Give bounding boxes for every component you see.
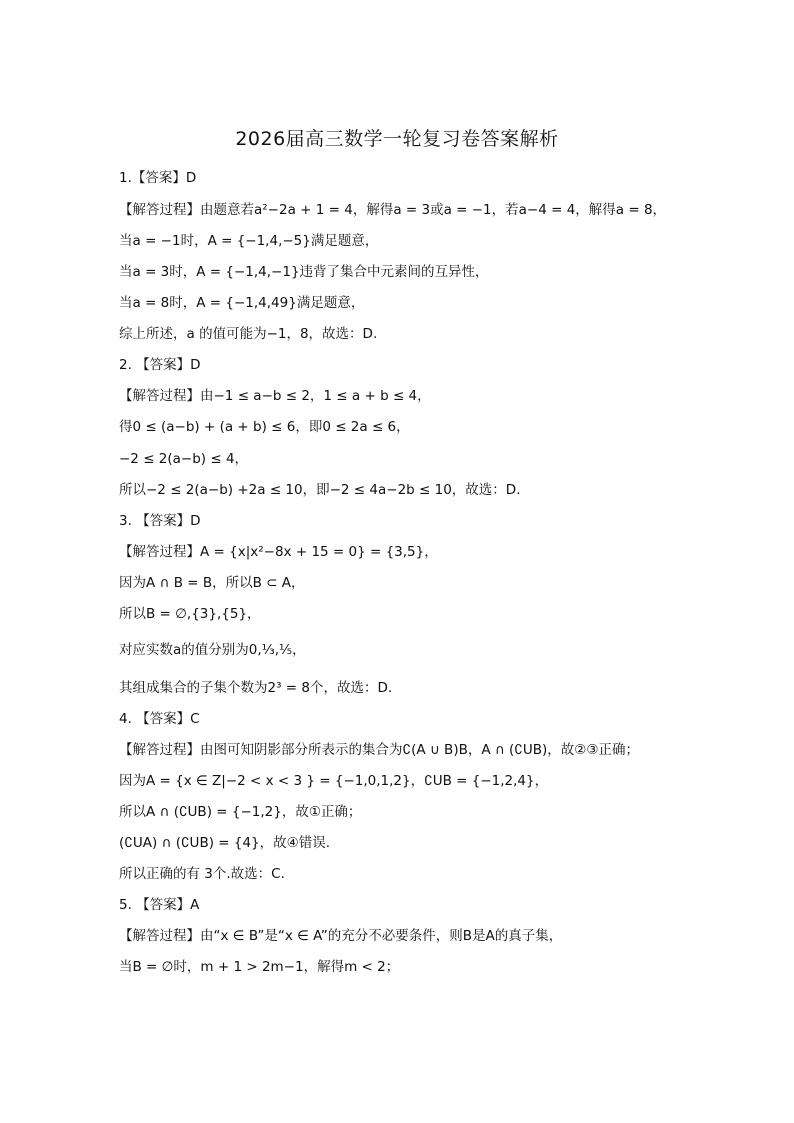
solution-line: 所以正确的有 3个.故选：C.	[119, 866, 285, 882]
solution-line: 【解答过程】由“x ∈ B”是“x ∈ A”的充分不必要条件，则B是A的真子集，	[119, 928, 563, 944]
solution-line: 当a = −1时，A = {−1,4,−5}满足题意，	[119, 233, 379, 249]
solution-line: 当a = 3时，A = {−1,4,−1}违背了集合中元素间的互异性，	[119, 264, 489, 280]
document-title: 2026届高三数学一轮复习卷答案解析	[235, 128, 559, 150]
solution-line: (∁UA) ∩ (∁UB) = {4}，故④错误.	[119, 835, 331, 851]
answer-heading-4: 4. 【答案】C	[119, 711, 200, 727]
solution-line: 【解答过程】由图可知阴影部分所表示的集合为∁(A ∪ B)B，A ∩ (∁UB)，故②③正确；	[119, 742, 640, 758]
answer-heading-1: 1.【答案】D	[119, 170, 197, 186]
solution-line: 当a = 8时，A = {−1,4,49}满足题意，	[119, 295, 365, 311]
solution-line: 所以A ∩ (∁UB) = {−1,2}，故①正确；	[119, 804, 362, 820]
solution-line: 【解答过程】A = {x|x²−8x + 15 = 0} = {3,5}，	[119, 544, 438, 560]
solution-line: 因为A = {x ∈ Z|−2 < x < 3 } = {−1,0,1,2}，∁UB = {−1,2,4}，	[119, 773, 549, 789]
answer-heading-5: 5. 【答案】A	[119, 897, 200, 913]
solution-line: 其组成集合的子集个数为2³ = 8个，故选：D.	[119, 680, 393, 696]
solution-line: 当B = ∅时，m + 1 > 2m−1，解得m < 2；	[119, 959, 400, 975]
solution-line: 【解答过程】由题意若a²−2a + 1 = 4，解得a = 3或a = −1，若a−4 = 4，解得a = 8，	[119, 202, 667, 218]
solution-line: 得0 ≤ (a−b) + (a + b) ≤ 6，即0 ≤ 2a ≤ 6，	[119, 419, 410, 435]
solution-line: 因为A ∩ B = B，所以B ⊂ A，	[119, 575, 305, 591]
solution-line: −2 ≤ 2(a−b) ≤ 4，	[119, 451, 249, 467]
solution-line: 对应实数a的值分别为0,⅓,⅕，	[119, 642, 306, 658]
answer-heading-2: 2. 【答案】D	[119, 357, 201, 373]
solution-line: 所以−2 ≤ 2(a−b) +2a ≤ 10，即−2 ≤ 4a−2b ≤ 10，故选：D.	[119, 482, 521, 498]
solution-line: 【解答过程】由−1 ≤ a−b ≤ 2，1 ≤ a + b ≤ 4，	[119, 388, 431, 404]
solution-line: 综上所述，a 的值可能为−1，8，故选：D.	[119, 326, 378, 342]
solution-line: 所以B = ∅,{3},{5}，	[119, 606, 261, 622]
answer-heading-3: 3. 【答案】D	[119, 513, 201, 529]
